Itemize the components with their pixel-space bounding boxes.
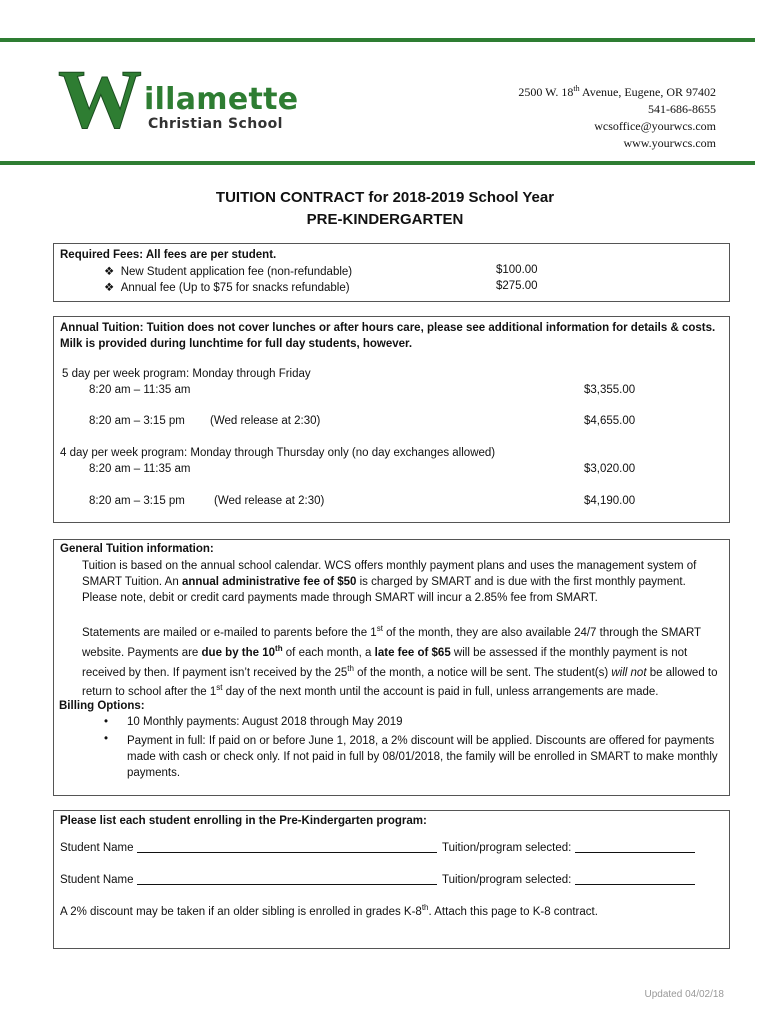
phone: 541-686-8655 (648, 102, 716, 116)
website: www.yourwcs.com (623, 136, 716, 150)
schedule-price: $3,020.00 (584, 463, 636, 475)
bullet-icon: • (104, 733, 109, 745)
student-row (60, 872, 437, 886)
tuition-selected-field[interactable] (575, 840, 695, 853)
program-title: PRE-KINDERGARTEN (306, 211, 464, 228)
student-name-field[interactable] (137, 872, 437, 885)
student-row (60, 840, 437, 854)
schedule-note: (Wed release at 2:30) (214, 495, 325, 507)
annual-tuition-box (53, 316, 730, 523)
updated-date: Updated 04/02/18 (644, 989, 724, 1000)
fee-item: ❖ New Student application fee (non-refundable) (104, 266, 353, 278)
schedule-price: $3,355.00 (584, 384, 636, 396)
student-name-label: Student Name (60, 874, 134, 886)
tuition-selected-label: Tuition/program selected: (442, 874, 572, 886)
contact-block (518, 80, 716, 152)
fees-heading: Required Fees: All fees are per student. (60, 249, 277, 261)
billing-option: Payment in full: If paid on or before June 1, 2018, a 2% discount will be applied. Discounts are offered for payments made with cash or check only. If not paid in full by 08/01/2018, the family will be enrolled in SMART to make monthly payments. (127, 735, 718, 779)
billing-option: 10 Monthly payments: August 2018 through May 2019 (127, 716, 403, 728)
schedule-note: (Wed release at 2:30) (210, 415, 321, 427)
billing-heading: Billing Options: (59, 700, 145, 712)
general-paragraph-1: Tuition is based on the annual school calendar. WCS offers monthly payment plans and uses the management system of SMART Tuition. An annual administrative fee of $50 is charged by SMART and is due with the first monthly payment. Please note, debit or credit card payments made through SMART will incur a 2.85% fee from SMART. (82, 560, 697, 604)
schedule-price: $4,190.00 (584, 495, 636, 507)
contract-title: TUITION CONTRACT for 2018-2019 School Year (215, 189, 555, 206)
logo-name: illamette (144, 82, 299, 117)
tuition-row (442, 840, 695, 854)
school-logo (58, 53, 299, 146)
logo-letter: W (58, 53, 142, 146)
program-5-day: 5 day per week program: Monday through Friday (62, 368, 311, 380)
general-paragraph-2: Statements are mailed or e-mailed to parents before the 1st of the month, they are also available 24/7 through the SMART website. Payments are due by the 10th of each month, a late fee of $65 will be assessed if the monthly payment is not received by then. If payment isn’t received by the 25th of the month, a notice will be sent. The student(s) will not be allowed to return to school after the 1st day of the next month until the account is paid in full, unless arrangements are made. (82, 624, 718, 699)
student-name-label: Student Name (60, 842, 134, 854)
fee-amount: $100.00 (496, 264, 538, 276)
student-name-field[interactable] (137, 840, 437, 853)
email: wcsoffice@yourwcs.com (594, 119, 716, 133)
header-rule-top (0, 38, 755, 42)
required-fees-box (53, 243, 730, 302)
header-rule-bottom (0, 161, 755, 165)
program-4-day: 4 day per week program: Monday through Thursday only (no day exchanges allowed) (60, 447, 496, 459)
bullet-icon: • (104, 716, 109, 728)
logo-subtitle: Christian School (148, 116, 283, 132)
schedule-time: 8:20 am – 11:35 am (89, 384, 191, 396)
diamond-bullet-icon: ❖ (104, 282, 115, 294)
schedule-time: 8:20 am – 3:15 pm (89, 415, 185, 427)
fee-item: ❖ Annual fee (Up to $75 for snacks refundable) (104, 282, 350, 294)
tuition-selected-field[interactable] (575, 872, 695, 885)
fee-amount: $275.00 (496, 280, 538, 292)
schedule-time: 8:20 am – 3:15 pm (89, 495, 185, 507)
schedule-price: $4,655.00 (584, 415, 636, 427)
schedule-time: 8:20 am – 11:35 am (89, 463, 191, 475)
address: 2500 W. 18th Avenue, Eugene, OR 97402 (518, 84, 716, 99)
general-heading: General Tuition information: (60, 543, 214, 555)
enrollment-box (53, 810, 730, 949)
sibling-discount-note: A 2% discount may be taken if an older sibling is enrolled in grades K-8th. Attach this page to K-8 contract. (60, 903, 598, 918)
tuition-row (442, 872, 695, 886)
diamond-bullet-icon: ❖ (104, 266, 115, 278)
tuition-selected-label: Tuition/program selected: (442, 842, 572, 854)
tuition-heading: Annual Tuition: Tuition does not cover lunches or after hours care, please see additional information for details & costs. Milk is provided during lunchtime for full day students, however. (60, 322, 716, 350)
enroll-heading: Please list each student enrolling in the Pre-Kindergarten program: (60, 815, 427, 827)
